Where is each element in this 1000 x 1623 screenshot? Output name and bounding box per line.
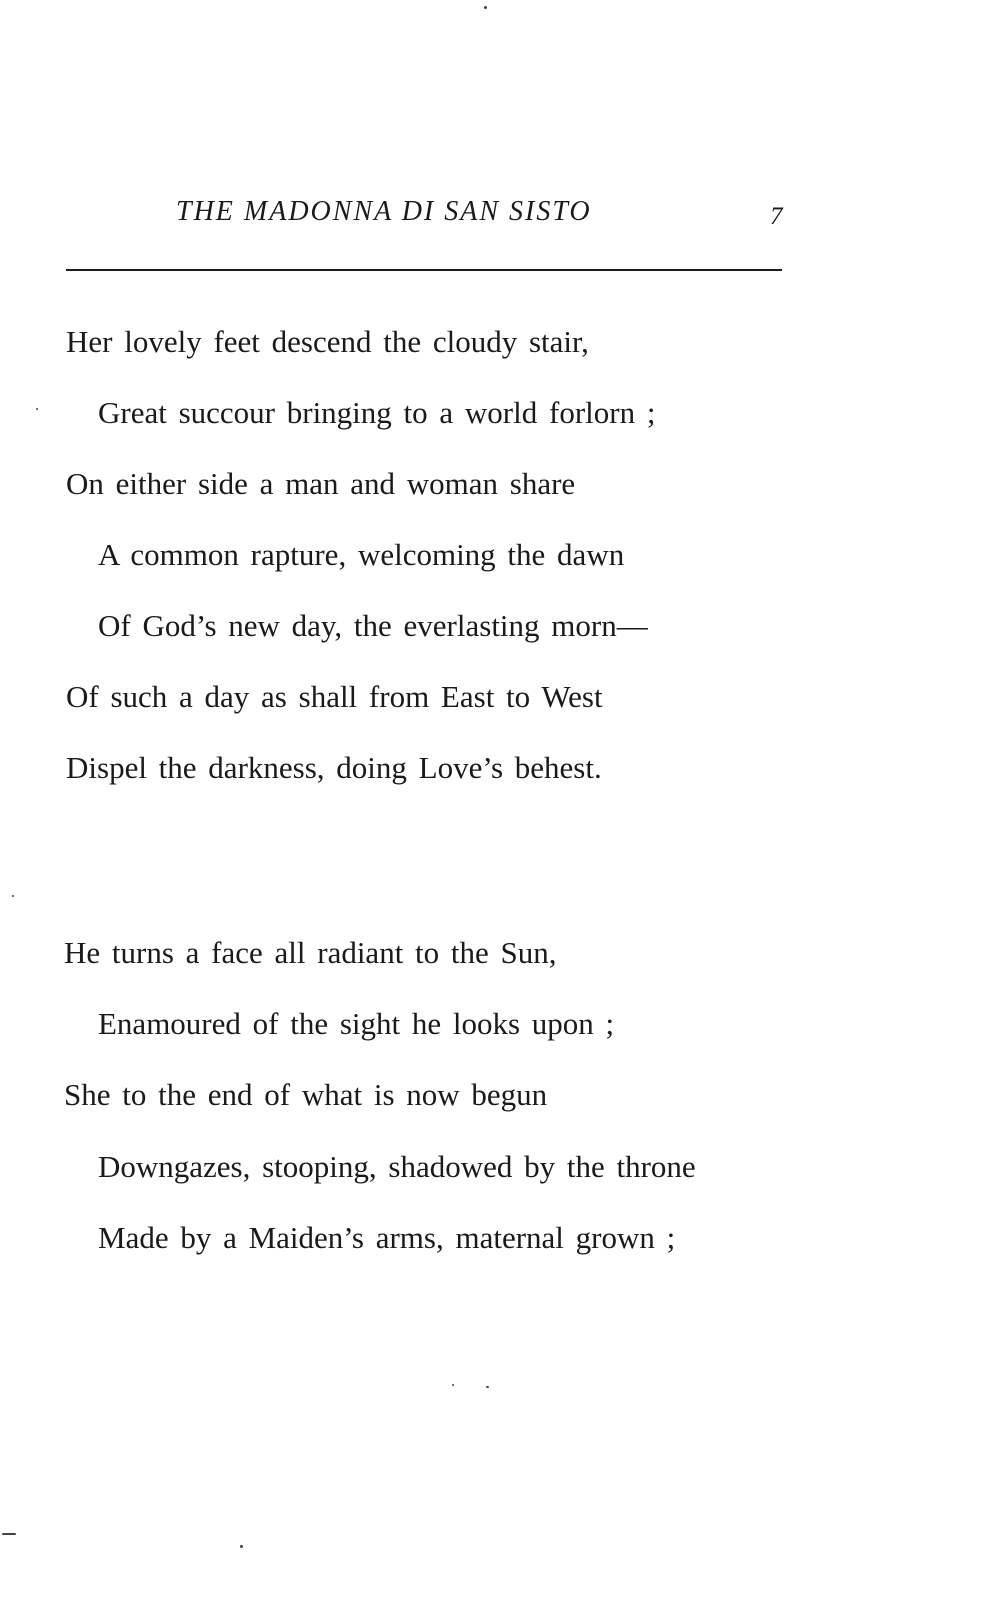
poem-line: Great succour bringing to a world forlorn ; [98, 395, 656, 430]
poem-line: Dispel the darkness, doing Love’s behest. [66, 750, 602, 785]
poem-line: He turns a face all radiant to the Sun, [64, 935, 557, 970]
poem-line: Her lovely feet descend the cloudy stair, [66, 324, 589, 359]
poem-line: Enamoured of the sight he looks upon ; [98, 1006, 615, 1041]
scan-speck [484, 6, 487, 9]
poem-line: A common rapture, welcoming the dawn [98, 537, 625, 572]
scan-speck [240, 1545, 243, 1548]
running-head: THE MADONNA DI SAN SISTO [176, 196, 592, 227]
scan-speck [2, 1533, 16, 1535]
scan-speck [452, 1384, 454, 1386]
scan-speck [12, 895, 14, 897]
poem-line: On either side a man and woman share [66, 466, 576, 501]
page-number: 7 [770, 203, 783, 230]
poem-line: Made by a Maiden’s arms, maternal grown ; [98, 1220, 676, 1255]
scan-speck [36, 408, 38, 410]
poem-line: Downgazes, stooping, shadowed by the throne [98, 1149, 696, 1184]
poem-line: Of such a day as shall from East to West [66, 679, 603, 714]
header-rule [66, 269, 782, 271]
poem-line: Of God’s new day, the everlasting morn— [98, 608, 648, 643]
scan-speck [486, 1386, 489, 1388]
poem-line: She to the end of what is now begun [64, 1077, 548, 1112]
